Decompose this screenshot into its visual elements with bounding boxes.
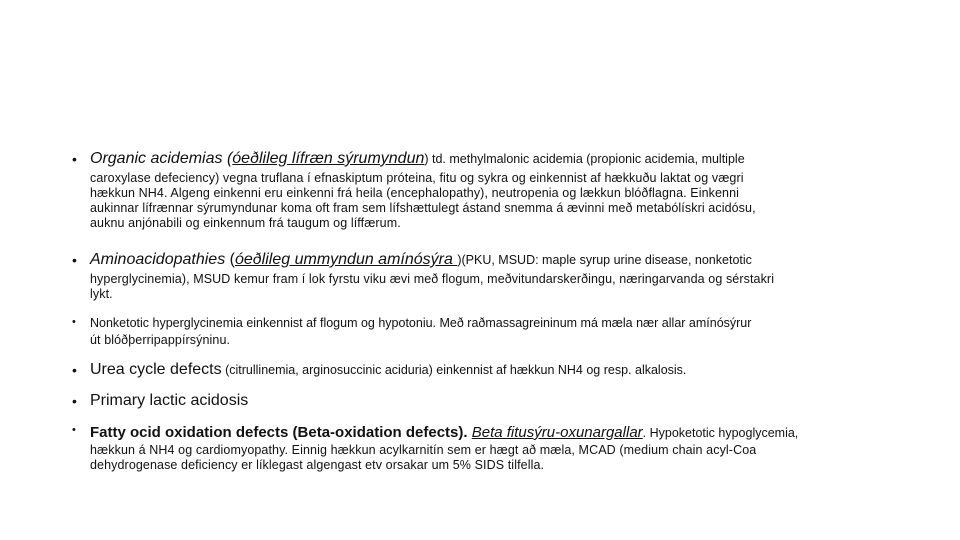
text-line: auknu anjónabili og einkennum frá taugum og líffærum. xyxy=(90,216,401,230)
bullet-first-line xyxy=(90,150,745,168)
description: (citrullinemia, arginosuccinic aciduria) einkennist af hækkun NH4 og resp. alkalosis. xyxy=(221,363,687,377)
term: Urea cycle defects xyxy=(90,361,222,378)
bullet-continuation xyxy=(90,443,890,473)
icelandic-term: Beta fitusýru-oxunargallar xyxy=(471,424,643,441)
text-line: lykt. xyxy=(90,287,113,301)
description-start: . Hypoketotic hypoglycemia, xyxy=(642,426,799,440)
bullet-dot: • xyxy=(72,252,77,268)
icelandic-term: óeðlileg ummyndun amínósýra xyxy=(234,251,458,268)
bullet-dot: • xyxy=(72,151,77,167)
description-start: ) td. methylmalonic acidemia (propionic acidemia, multiple xyxy=(424,152,745,166)
text-line: aukinnar lífrænnar sýrumyndunar koma oft fram sem lífshættulegt ástand snemma á ævinni með metabólískri acidósu, xyxy=(90,201,756,215)
term: Organic acidemias xyxy=(90,150,223,167)
bullet-continuation xyxy=(90,333,890,348)
text-line: caroxylase defeciency) vegna truflana í efnaskiptum próteina, fitu og sykra og einkennist af hækkuðu laktat og vægri xyxy=(90,171,744,185)
bullet-continuation xyxy=(90,272,890,302)
bullet-dot: • xyxy=(72,362,77,378)
text-line: hækkun á NH4 og cardiomyopathy. Einnig hækkun acylkarnitín sem er hægt að mæla, MCAD (medium chain acyl-Coa xyxy=(90,443,757,457)
icelandic-term: óeðlileg lífræn sýrumyndun xyxy=(232,150,425,167)
paren-open: ( xyxy=(222,150,233,167)
description-start: )(PKU, MSUD: maple syrup urine disease, nonketotic xyxy=(457,253,752,267)
bullet-first-line: Nonketotic hyperglycinemia einkennist af flogum og hypotoniu. Með raðmassagreininum má mæla nær allar amínósýrur xyxy=(90,316,752,330)
bullet-first-line xyxy=(90,424,798,442)
bullet-first-line xyxy=(90,392,248,410)
text-line: dehydrogenase deficiency er líklegast algengast etv orsakar um 5% SIDS tilfella. xyxy=(90,458,545,472)
bullet-first-line xyxy=(90,361,686,379)
bullet-dot: • xyxy=(72,393,77,409)
term: Primary lactic acidosis xyxy=(90,392,249,409)
term: Aminoacidopathies xyxy=(90,251,226,268)
text-line: hyperglycinemia), MSUD kemur fram í lok fyrstu viku ævi með flogum, meðvitundarskerðingu, næringarvanda og sérstakri xyxy=(90,272,775,286)
text-line: út blóðþerripappírsýninu. xyxy=(90,333,231,347)
bullet-dot: • xyxy=(72,316,76,328)
term: Fatty ocid oxidation defects (Beta-oxidation defects). xyxy=(90,424,468,441)
bullet-first-line xyxy=(90,251,752,269)
paren-open: ( xyxy=(225,251,235,268)
text-line: hækkun NH4. Algeng einkenni eru einkenni frá heila (encephalopathy), neutropenia og lækkun blóðflagna. Einkenni xyxy=(90,186,740,200)
bullet-dot: • xyxy=(72,424,76,436)
bullet-continuation xyxy=(90,171,890,231)
